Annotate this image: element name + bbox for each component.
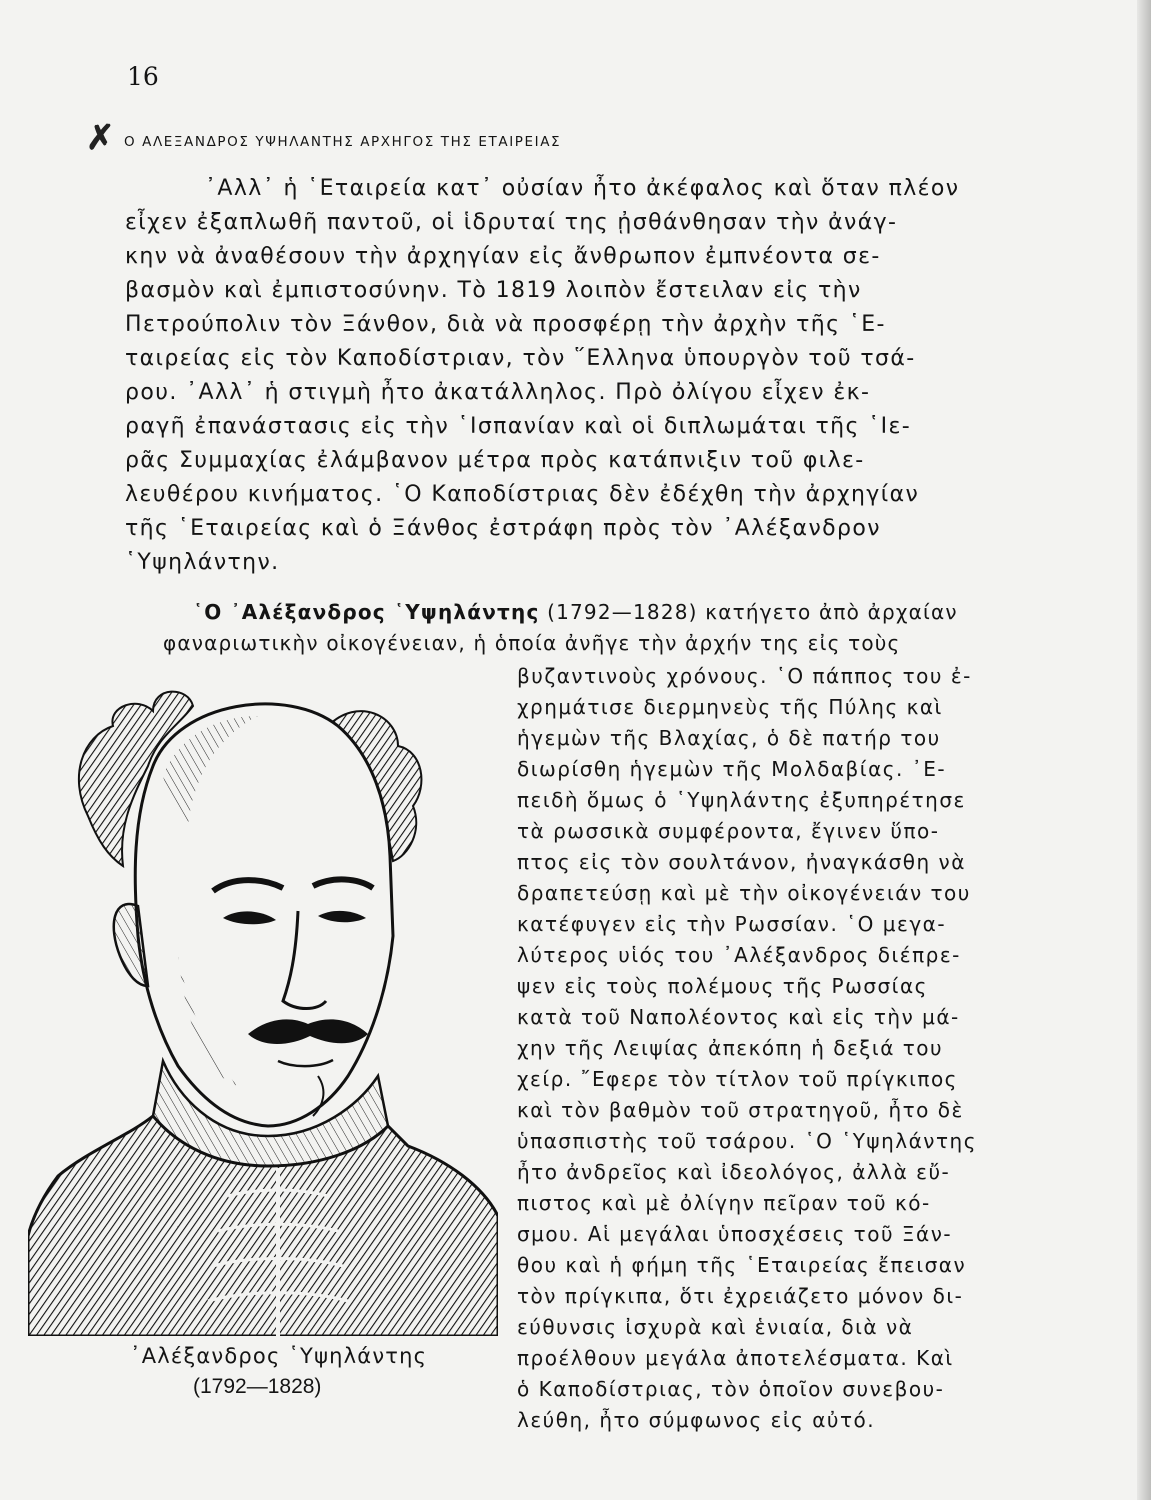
text-line: πειδὴ ὅμως ὁ ῾Υψηλάντης ἐξυπηρέτησε [517, 788, 966, 812]
text-line: λεύθη, ἦτο σύμφωνος εἰς αὐτό. [517, 1408, 876, 1432]
text-line: ᾿Αλλ᾿ ἡ ῾Εταιρεία κατ᾿ οὐσίαν ἦτο ἀκέφαλος καὶ ὅταν πλέον [205, 176, 960, 201]
text-line: λευθέρου κινήματος. ῾Ο Καποδίστριας δὲν ἐδέχθη τὴν ἀρχηγίαν [125, 482, 920, 507]
text-line: βυζαντινοὺς χρόνους. ῾Ο πάππος του ἐ- [517, 664, 972, 688]
text-line: ῾Υψηλάντην. [125, 550, 280, 575]
portrait-engraving [28, 656, 498, 1336]
text-line: καὶ τὸν βαθμὸν τοῦ στρατηγοῦ, ἦτο δὲ [517, 1098, 964, 1122]
text-line: διωρίσθη ἡγεμὼν τῆς Μολδαβίας. ᾿Ε- [517, 757, 947, 781]
text-line: ρου. ᾿Αλλ᾿ ἡ στιγμὴ ἦτο ἀκατάλληλος. Πρὸ ὀλίγου εἶχεν ἐκ- [125, 380, 871, 405]
text-line: ὁ Καποδίστριας, τὸν ὁποῖον συνεβου- [517, 1377, 945, 1401]
text-line: χρημάτισε διερμηνεὺς τῆς Πύλης καὶ [517, 695, 943, 719]
text-line: πιστος καὶ μὲ ὀλίγην πεῖραν τοῦ κό- [517, 1191, 931, 1215]
text-line: θου καὶ ἡ φήμη τῆς ῾Εταιρείας ἔπεισαν [517, 1253, 967, 1277]
text-line: ἡγεμὼν τῆς Βλαχίας, ὁ δὲ πατήρ του [517, 726, 941, 750]
text-line: χείρ. ῎Εφερε τὸν τίτλον τοῦ πρίγκιπος [517, 1067, 958, 1091]
subject-name-bold: ῾Ο ᾿Αλέξανδρος ῾Υψηλάντης [193, 600, 540, 624]
text-line: δραπετεύσῃ καὶ μὲ τὴν οἰκογένειάν του [517, 881, 971, 905]
portrait-caption-name: ᾿Αλέξανδρος ῾Υψηλάντης [130, 1344, 428, 1368]
text-line: Πετρούπολιν τὸν Ξάνθον, διὰ νὰ προσφέρῃ τὴν ἀρχὴν τῆς ῾Ε- [125, 312, 886, 337]
text-line: λύτερος υἱός του ᾿Αλέξανδρος διέπρε- [517, 943, 961, 967]
text-line: βασμὸν καὶ ἐμπιστοσύνην. Τὸ 1819 λοιπὸν ἔστειλαν εἰς τὴν [125, 278, 862, 303]
portrait-caption-years: (1792—1828) [193, 1375, 322, 1398]
text-line: ψεν εἰς τοὺς πολέμους τῆς Ρωσσίας [517, 974, 928, 998]
text-line: τῆς ῾Εταιρείας καὶ ὁ Ξάνθος ἐστράφη πρὸς τὸν ᾿Αλέξανδρον [125, 516, 881, 541]
text-line: ταιρείας εἰς τὸν Καποδίστριαν, τὸν ῞Ελληνα ὑπουργὸν τοῦ τσά- [125, 346, 916, 371]
running-head: Ο ΑΛΕΞΑΝΔΡΟΣ ΥΨΗΛΑΝΤΗΣ ΑΡΧΗΓΟΣ ΤΗΣ ΕΤΑΙΡΕΙΑΣ [124, 134, 562, 150]
text-line: τὰ ρωσσικὰ συμφέροντα, ἔγινεν ὕπο- [517, 819, 940, 843]
text-line: τὸν πρίγκιπα, ὅτι ἐχρειάζετο μόνον δι- [517, 1284, 964, 1308]
text-line: εύθυνσις ἰσχυρὰ καὶ ἑνιαία, διὰ νὰ [517, 1315, 914, 1339]
text-line: ραγῆ ἐπανάστασις εἰς τὴν ῾Ισπανίαν καὶ οἱ διπλωμάται τῆς ῾Ιε- [125, 414, 912, 439]
paragraph-2-first-line [193, 602, 958, 622]
text-line: κατὰ τοῦ Ναπολέοντος καὶ εἰς τὴν μά- [517, 1005, 960, 1029]
text-line: εἶχεν ἐξαπλωθῆ παντοῦ, οἱ ἱδρυταί της ᾐσθάνθησαν τὴν ἀνάγ- [125, 210, 898, 235]
page-number: 16 [127, 62, 159, 91]
text-span: (1792—1828) κατήγετο ἀπὸ ἀρχαίαν [539, 600, 958, 624]
text-line: κην νὰ ἀναθέσουν τὴν ἀρχηγίαν εἰς ἄνθρωπον ἐμπνέοντα σε- [125, 244, 881, 269]
text-line: χην τῆς Λειψίας ἀπεκόπη ἡ δεξιά του [517, 1036, 944, 1060]
text-line: σμου. Αἱ μεγάλαι ὑποσχέσεις τοῦ Ξάν- [517, 1222, 953, 1246]
page-edge-shadow [1137, 0, 1151, 1500]
handwritten-margin-mark: ✗ [86, 118, 115, 158]
text-line: ἦτο ἀνδρεῖος καὶ ἰδεολόγος, ἀλλὰ εὔ- [517, 1160, 951, 1184]
text-line: προέλθουν μεγάλα ἀποτελέσματα. Καὶ [517, 1346, 954, 1370]
text-line: ὑπασπιστὴς τοῦ τσάρου. ῾Ο ῾Υψηλάντης [517, 1129, 977, 1153]
text-line: κατέφυγεν εἰς τὴν Ρωσσίαν. ῾Ο μεγα- [517, 912, 947, 936]
text-line: φαναριωτικὴν οἰκογένειαν, ἡ ὁποία ἀνῆγε τὴν ἀρχήν της εἰς τοὺς [163, 631, 901, 655]
text-line: ρᾶς Συμμαχίας ἐλάμβανον μέτρα πρὸς κατάπνιξιν τοῦ φιλε- [125, 448, 865, 473]
text-line: πτος εἰς τὸν σουλτάνον, ἠναγκάσθη νὰ [517, 850, 966, 874]
